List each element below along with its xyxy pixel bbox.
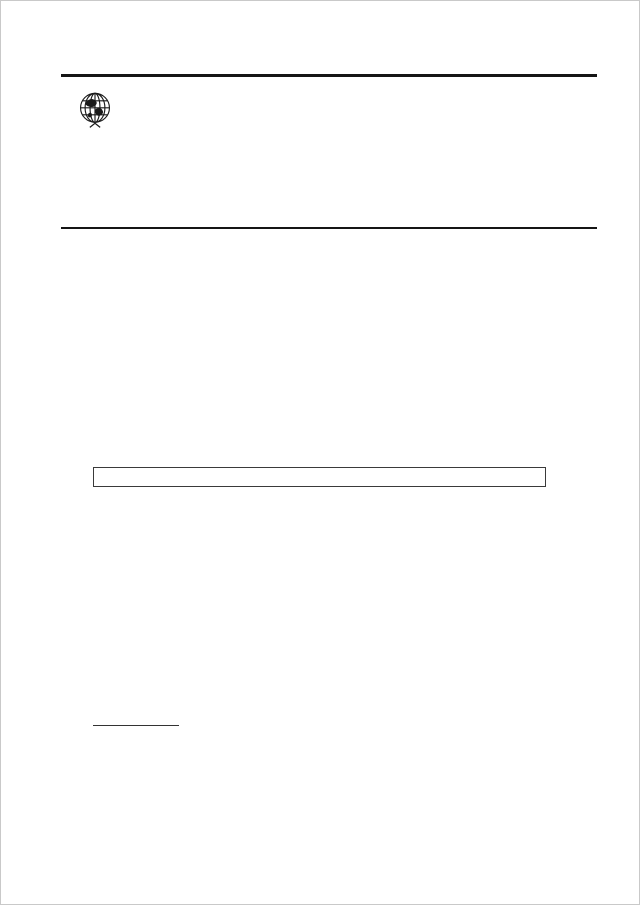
un-emblem-icon: [62, 80, 128, 148]
summary-box: [93, 467, 546, 487]
qr-code: [524, 758, 580, 814]
section-rule: [61, 227, 597, 229]
barcode-graphic: [58, 784, 152, 806]
header-rule: [61, 74, 597, 77]
footnote: [110, 734, 551, 748]
footnote-separator: [93, 725, 179, 726]
barcode-bars: [58, 784, 152, 806]
